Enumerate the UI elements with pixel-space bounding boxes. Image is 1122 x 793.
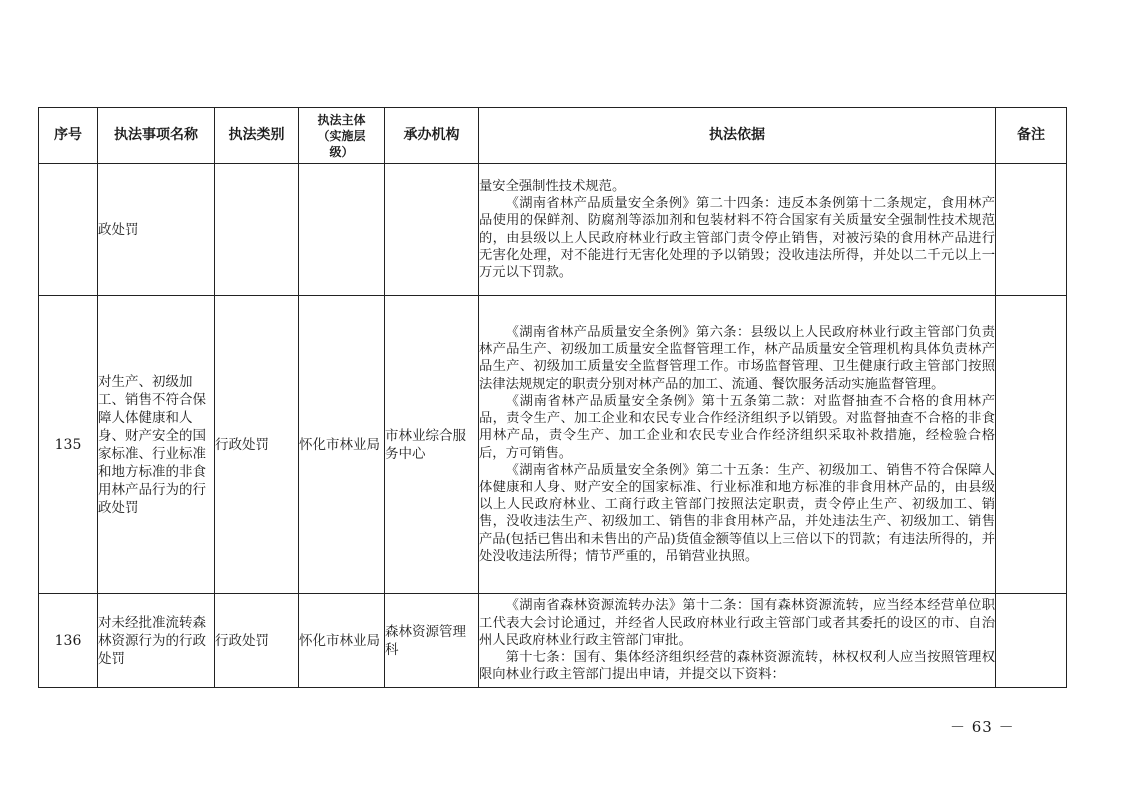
header-remarks: 备注 — [996, 108, 1067, 164]
row-basis — [479, 164, 996, 296]
row-agency — [385, 164, 479, 296]
row-item-name: 对未经批准流转森林资源行为的行政处罚 — [98, 594, 215, 688]
row-subject: 怀化市林业局 — [299, 296, 385, 594]
row-remarks — [996, 594, 1067, 688]
row-seq: 135 — [39, 296, 98, 594]
row-seq — [39, 164, 98, 296]
row-category — [215, 164, 299, 296]
row-subject: 怀化市林业局 — [299, 594, 385, 688]
row-category: 行政处罚 — [215, 594, 299, 688]
basis-paragraph: 量安全强制性技术规范。 — [479, 178, 626, 194]
row-basis — [479, 296, 996, 594]
basis-paragraph: 《湖南省森林资源流转办法》第十二条：国有森林资源流转，应当经本经营单位职工代表大会讨论通过，并经省人民政府林业行政主管部门或者其委托的设区的市、自治州人民政府林业行政主管部门审批。 — [479, 598, 995, 648]
row-seq: 136 — [39, 594, 98, 688]
header-agency: 承办机构 — [385, 108, 479, 164]
header-subject-line1: 执法主体 — [317, 112, 366, 127]
table-row — [39, 594, 1067, 688]
header-subject — [299, 108, 385, 164]
row-agency: 森林资源管理科 — [385, 594, 479, 688]
row-item-name: 政处罚 — [98, 164, 215, 296]
row-category: 行政处罚 — [215, 296, 299, 594]
header-item-name: 执法事项名称 — [98, 108, 215, 164]
header-subject-line3: 级） — [329, 144, 354, 159]
row-agency: 市林业综合服务中心 — [385, 296, 479, 594]
row-item-name: 对生产、初级加工、销售不符合保障人体健康和人身、财产安全的国家标准、行业标准和地方标准的非食用林产品行为的行政处罚 — [98, 296, 215, 594]
basis-paragraph: 《湖南省林产品质量安全条例》第二十四条：违反本条例第十二条规定，食用林产品使用的保鲜剂、防腐剂等添加剂和包装材料不符合国家有关质量安全强制性技术规范的，由县级以上人民政府林业行政主管部门责令停止销售，对被污染的食用林产品进行无害化处理，对不能进行无害化处理的予以销毁；没收违法所得，并处以二千元以上一万元以下罚款。 — [479, 196, 995, 280]
basis-paragraph: 第十七条：国有、集体经济组织经营的森林资源流转，林权权利人应当按照管理权限向林业行政主管部门提出申请，并提交以下资料： — [479, 650, 995, 683]
enforcement-table — [38, 107, 1067, 688]
row-remarks — [996, 296, 1067, 594]
row-basis — [479, 594, 996, 688]
header-seq: 序号 — [39, 108, 98, 164]
header-category: 执法类别 — [215, 108, 299, 164]
page-number: － 63 － — [950, 718, 1015, 736]
row-subject — [299, 164, 385, 296]
basis-paragraph: 《湖南省林产品质量安全条例》第六条：县级以上人民政府林业行政主管部门负责林产品生产、初级加工质量安全监督管理工作，林产品质量安全管理机构具体负责林产品生产、初级加工质量安全监督管理工作。市场监督管理、卫生健康行政主管部门按照法律法规规定的职责分别对林产品的加工、流通、餐饮服务活动实施监督管理。 — [479, 325, 995, 392]
basis-paragraph: 《湖南省林产品质量安全条例》第二十五条：生产、初级加工、销售不符合保障人体健康和人身、财产安全的国家标准、行业标准和地方标准的非食用林产品的，由县级以上人民政府林业、工商行政主管部门按照法定职责，责令停止生产、初级加工、销售，没收违法生产、初级加工、销售的非食用林产品，并处违法生产、初级加工、销售产品(包括已售出和未售出的产品)货值金额等值以上三倍以下的罚款；有违法所得的，并处没收违法所得；情节严重的，吊销营业执照。 — [479, 462, 995, 564]
basis-paragraph: 《湖南省林产品质量安全条例》第十五条第二款：对监督抽查不合格的食用林产品，责令生产、加工企业和农民专业合作经济组织予以销毁。对监督抽查不合格的非食用林产品，责令生产、加工企业和农民专业合作经济组织采取补救措施，经检验合格后，方可销售。 — [479, 393, 995, 461]
table-row — [39, 164, 1067, 296]
header-subject-line2: （实施层 — [317, 128, 366, 143]
table-header-row — [39, 108, 1067, 164]
table-row — [39, 296, 1067, 594]
header-basis: 执法依据 — [479, 108, 996, 164]
row-remarks — [996, 164, 1067, 296]
